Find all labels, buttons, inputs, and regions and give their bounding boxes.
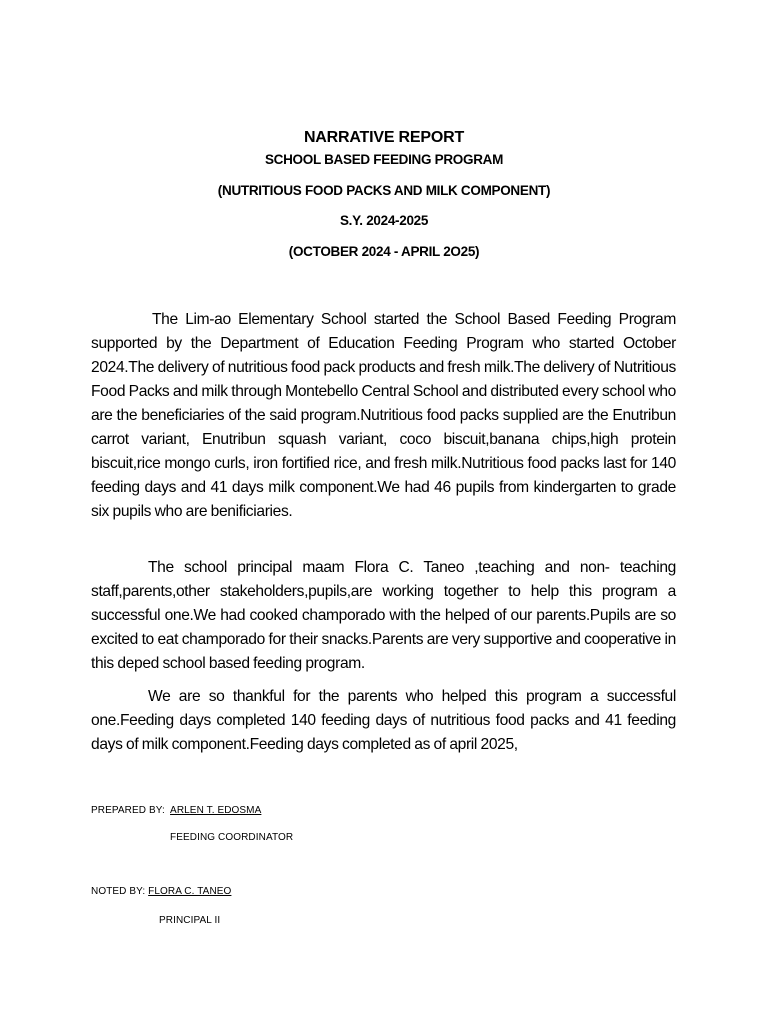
- noted-by-line: [91, 886, 231, 897]
- prepared-by-name: ARLEN T. EDOSMA: [170, 805, 262, 816]
- report-title: NARRATIVE REPORT: [303, 129, 465, 146]
- prepared-by-label: PREPARED BY:: [91, 805, 165, 816]
- noted-by-label: NOTED BY:: [91, 886, 146, 897]
- program-name: SCHOOL BASED FEEDING PROGRAM: [264, 152, 504, 167]
- report-period: (OCTOBER 2024 - APRIL 2O25): [288, 244, 480, 259]
- paragraph-activities: The school principal maam Flora C. Taneo ,teaching and non- teaching staff,parents,other stakeholders,pupils,are working together to help this program a successful one.We had cooked champorado with the helped of our parents.Pupils are so excited to eat champorado for their snacks.Parents are very supportive and cooperative in this deped school based feeding program.: [91, 559, 676, 672]
- paragraph-conclusion: We are so thankful for the parents who helped this program a successful one.Feeding days completed 140 feeding days of nutritious food packs and 41 feeding days of milk component.Feeding days completed as of april 2025,: [91, 688, 676, 753]
- school-year: S.Y. 2024-2025: [339, 213, 429, 228]
- noted-by-title: PRINCIPAL II: [159, 915, 221, 926]
- prepared-by-line: [91, 805, 261, 816]
- noted-by-name: FLORA C. TANEO: [148, 886, 232, 897]
- prepared-by-title: FEEDING COORDINATOR: [170, 832, 294, 843]
- program-component: (NUTRITIOUS FOOD PACKS AND MILK COMPONENT): [217, 183, 551, 198]
- paragraph-intro: The Lim-ao Elementary School started the School Based Feeding Program supported by the Department of Education Feeding Program who started October 2024.The delivery of nutritious food pack products and fresh milk.The delivery of Nutritious Food Packs and milk through Montebello Central School and distributed every school who are the beneficiaries of the said program.Nutritious food packs supplied are the Enutribun carrot variant, Enutribun squash variant, coco biscuit,banana chips,high protein biscuit,rice mongo curls, iron fortified rice, and fresh milk.Nutritious food packs last for 140 feeding days and 41 days milk component.We had 46 pupils from kindergarten to grade six pupils who are benificiaries.: [91, 311, 676, 520]
